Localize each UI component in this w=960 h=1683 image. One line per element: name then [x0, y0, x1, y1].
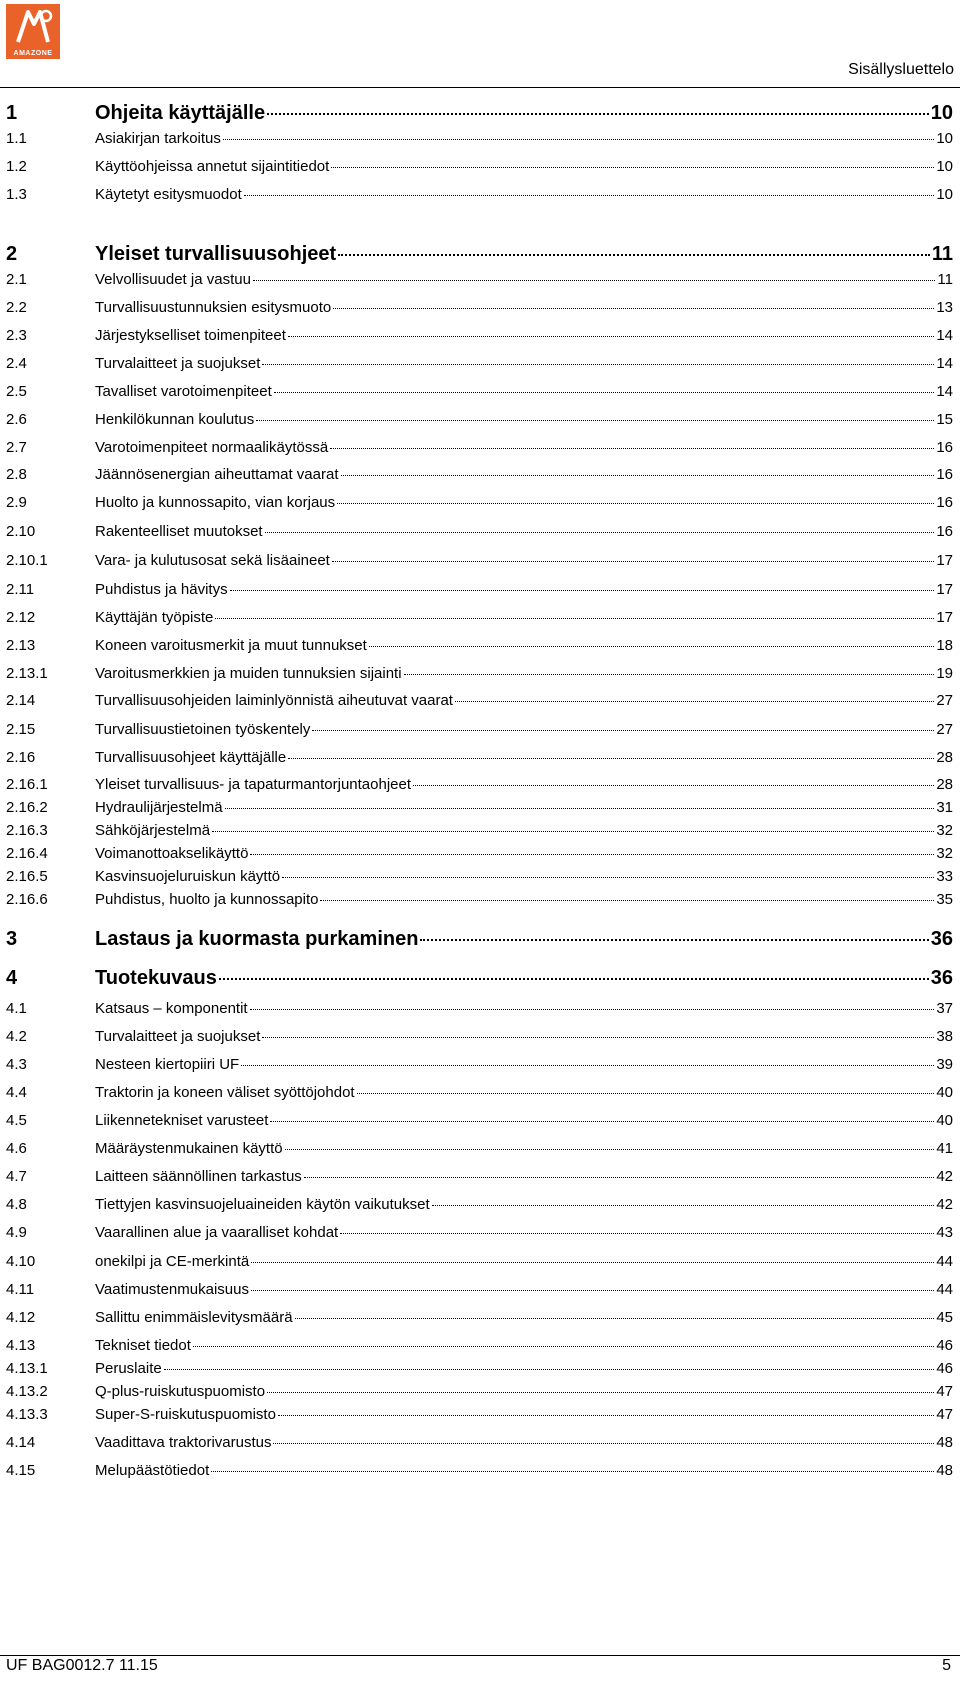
- toc-leader-dots: [223, 139, 934, 140]
- toc-entry-title: Nesteen kiertopiiri UF: [95, 1056, 240, 1073]
- toc-entry-title: Yleiset turvallisuus- ja tapaturmantorjuntaohjeet: [95, 776, 412, 793]
- toc-entry-number: 1.3: [6, 186, 27, 203]
- toc-entry[interactable]: [6, 1001, 953, 1016]
- toc-entry-title: Melupäästötiedot: [95, 1462, 210, 1479]
- toc-entry-title: Määräystenmukainen käyttö: [95, 1140, 283, 1157]
- toc-leader-dots: [267, 1392, 934, 1393]
- toc-entry-number: 1.2: [6, 158, 27, 175]
- toc-entry-number: 2.1: [6, 271, 27, 288]
- toc-entry[interactable]: [6, 693, 953, 708]
- toc-entry[interactable]: [6, 131, 953, 146]
- toc-entry[interactable]: [6, 467, 953, 482]
- toc-entry-page: 27: [936, 692, 953, 709]
- toc-entry-title: Vara- ja kulutusosat sekä lisäaineet: [95, 552, 330, 569]
- toc-entry-page: 15: [936, 411, 953, 428]
- toc-entry-title: Vaatimustenmukaisuus: [95, 1281, 249, 1298]
- toc-entry-page: 42: [936, 1168, 953, 1185]
- toc-entry-number: 2.16.4: [6, 845, 48, 862]
- toc-entry-title: Vaadittava traktorivarustus: [95, 1434, 272, 1451]
- toc-entry-page: 16: [936, 523, 953, 540]
- toc-leader-dots: [295, 1318, 935, 1319]
- toc-leader-dots: [251, 1262, 934, 1263]
- toc-entry-number: 4.8: [6, 1196, 27, 1213]
- toc-entry-number: 2.16.5: [6, 868, 48, 885]
- toc-entry-page: 41: [936, 1140, 953, 1157]
- toc-entry[interactable]: [6, 1254, 953, 1269]
- toc-entry[interactable]: [6, 1141, 953, 1156]
- toc-entry-page: 43: [936, 1224, 953, 1241]
- toc-entry[interactable]: [6, 1361, 953, 1376]
- toc-leader-dots: [215, 618, 934, 619]
- toc-leader-dots: [320, 900, 934, 901]
- toc-leader-dots: [225, 808, 935, 809]
- toc-leader-dots: [333, 308, 934, 309]
- toc-leader-dots: [420, 939, 928, 941]
- toc-entry-page: 37: [936, 1000, 953, 1017]
- toc-entry-title: Hydraulijärjestelmä: [95, 799, 223, 816]
- toc-entry-title: Turvalaitteet ja suojukset: [95, 1028, 261, 1045]
- toc-entry[interactable]: [6, 159, 953, 174]
- toc-entry-number: 4.11: [6, 1281, 35, 1298]
- toc-entry-number: 2.9: [6, 494, 27, 511]
- toc-leader-dots: [337, 503, 934, 504]
- toc-entry-page: 45: [936, 1309, 953, 1326]
- toc-entry[interactable]: [6, 1384, 953, 1399]
- toc-entry-page: 48: [936, 1462, 953, 1479]
- toc-leader-dots: [270, 1121, 934, 1122]
- footer-page-number: 5: [942, 1657, 951, 1674]
- toc-entry-page: 28: [936, 776, 953, 793]
- toc-leader-dots: [332, 561, 934, 562]
- toc-entry-page: 42: [936, 1196, 953, 1213]
- toc-entry[interactable]: [6, 1225, 953, 1240]
- toc-entry[interactable]: [6, 666, 953, 681]
- toc-entry-number: 2.14: [6, 692, 36, 709]
- toc-entry-page: 19: [936, 665, 953, 682]
- toc-leader-dots: [273, 1443, 934, 1444]
- toc-entry-page: 36: [930, 967, 953, 989]
- toc-entry-number: 2.13.1: [6, 665, 48, 682]
- toc-entry[interactable]: [6, 356, 953, 371]
- toc-entry-number: 4.3: [6, 1056, 27, 1073]
- toc-entry-number: 4: [6, 967, 18, 989]
- toc-entry-page: 14: [936, 383, 953, 400]
- toc-entry-page: 38: [936, 1028, 953, 1045]
- toc-entry[interactable]: [6, 1463, 953, 1478]
- toc-entry[interactable]: [6, 869, 953, 884]
- toc-entry[interactable]: [6, 823, 953, 838]
- toc-entry-page: 11: [937, 271, 953, 288]
- toc-leader-dots: [455, 701, 934, 702]
- toc-leader-dots: [256, 420, 934, 421]
- toc-leader-dots: [432, 1205, 935, 1206]
- toc-entry-number: 2.15: [6, 721, 36, 738]
- toc-leader-dots: [312, 730, 934, 731]
- toc-leader-dots: [369, 646, 935, 647]
- toc-entry-number: 4.13.2: [6, 1383, 48, 1400]
- toc-leader-dots: [330, 448, 934, 449]
- toc-entry-title: Katsaus – komponentit: [95, 1000, 248, 1017]
- toc-entry-page: 32: [936, 845, 953, 862]
- toc-entry-number: 4.13.1: [6, 1360, 48, 1377]
- toc-entry-title: Traktorin ja koneen väliset syöttöjohdot: [95, 1084, 355, 1101]
- toc-leader-dots: [338, 254, 930, 256]
- toc-leader-dots: [211, 1471, 934, 1472]
- toc-entry-title: Laitteen säännöllinen tarkastus: [95, 1168, 302, 1185]
- toc-entry[interactable]: [6, 1197, 953, 1212]
- toc-entry-page: 16: [936, 466, 953, 483]
- toc-entry-page: 16: [936, 494, 953, 511]
- toc-entry-page: 17: [936, 609, 953, 626]
- toc-leader-dots: [341, 475, 935, 476]
- toc-entry[interactable]: [6, 968, 953, 988]
- amazone-logo-icon: [6, 4, 60, 48]
- toc-entry-title: Varotoimenpiteet normaalikäytössä: [95, 439, 329, 456]
- toc-entry-number: 2.12: [6, 609, 36, 626]
- toc-leader-dots: [244, 195, 935, 196]
- toc-entry-number: 2: [6, 243, 18, 265]
- toc-entry-number: 4.13: [6, 1337, 36, 1354]
- toc-entry-number: 4.5: [6, 1112, 27, 1129]
- toc-entry-title: Turvallisuustietoinen työskentely: [95, 721, 311, 738]
- toc-entry[interactable]: [6, 846, 953, 861]
- toc-entry-number: 4.10: [6, 1253, 36, 1270]
- toc-entry-page: 10: [936, 130, 953, 147]
- toc-entry[interactable]: [6, 582, 953, 597]
- toc-leader-dots: [241, 1065, 934, 1066]
- toc-leader-dots: [253, 280, 935, 281]
- toc-entry-title: Tuotekuvaus: [95, 967, 217, 989]
- toc-entry[interactable]: [6, 1338, 953, 1353]
- toc-entry-title: Peruslaite: [95, 1360, 162, 1377]
- toc-entry[interactable]: [6, 610, 953, 625]
- toc-entry-page: 40: [936, 1084, 953, 1101]
- toc-entry-title: Koneen varoitusmerkit ja muut tunnukset: [95, 637, 367, 654]
- toc-leader-dots: [288, 336, 934, 337]
- toc-entry[interactable]: [6, 1282, 953, 1297]
- footer-doc-id: UF BAG0012.7 11.15: [6, 1657, 158, 1674]
- toc-leader-dots: [230, 590, 935, 591]
- toc-entry[interactable]: [6, 412, 953, 427]
- toc-entry[interactable]: [6, 553, 953, 568]
- toc-entry-title: Käyttäjän työpiste: [95, 609, 214, 626]
- toc-leader-dots: [265, 532, 935, 533]
- toc-entry[interactable]: [6, 1435, 953, 1450]
- toc-entry-page: 17: [936, 581, 953, 598]
- toc-entry-number: 2.5: [6, 383, 27, 400]
- toc-leader-dots: [274, 392, 935, 393]
- toc-entry[interactable]: [6, 187, 953, 202]
- toc-leader-dots: [331, 167, 934, 168]
- toc-entry[interactable]: [6, 892, 953, 907]
- toc-entry-number: 2.16.3: [6, 822, 48, 839]
- toc-entry-page: 10: [936, 186, 953, 203]
- toc-entry-title: Vaarallinen alue ja vaaralliset kohdat: [95, 1224, 339, 1241]
- toc-entry-page: 18: [936, 637, 953, 654]
- toc-entry-page: 44: [936, 1281, 953, 1298]
- header-divider: [0, 87, 960, 88]
- toc-entry-page: 17: [936, 552, 953, 569]
- toc-entry-number: 2.7: [6, 439, 27, 456]
- toc-entry-number: 4.15: [6, 1462, 36, 1479]
- toc-entry[interactable]: [6, 722, 953, 737]
- toc-entry-page: 46: [936, 1337, 953, 1354]
- toc-entry-page: 32: [936, 822, 953, 839]
- toc-entry-number: 1: [6, 102, 18, 124]
- toc-leader-dots: [404, 674, 935, 675]
- toc-entry[interactable]: [6, 328, 953, 343]
- toc-entry-title: Q-plus-ruiskutuspuomisto: [95, 1383, 266, 1400]
- toc-entry[interactable]: [6, 1310, 953, 1325]
- toc-entry[interactable]: [6, 1169, 953, 1184]
- toc-entry[interactable]: [6, 495, 953, 510]
- toc-entry-page: 11: [931, 243, 953, 265]
- toc-entry[interactable]: [6, 1057, 953, 1072]
- toc-entry-page: 47: [936, 1383, 953, 1400]
- toc-entry-title: Voimanottoakselikäyttö: [95, 845, 249, 862]
- toc-entry-title: Turvallisuustunnuksien esitysmuoto: [95, 299, 332, 316]
- toc-entry-number: 2.8: [6, 466, 27, 483]
- toc-leader-dots: [262, 364, 934, 365]
- toc-entry-page: 33: [936, 868, 953, 885]
- toc-entry-title: Jäännösenergian aiheuttamat vaarat: [95, 466, 339, 483]
- toc-leader-dots: [288, 758, 934, 759]
- toc-entry-number: 4.12: [6, 1309, 36, 1326]
- toc-entry-title: Yleiset turvallisuusohjeet: [95, 243, 337, 265]
- toc-entry-number: 2.11: [6, 581, 35, 598]
- toc-entry[interactable]: [6, 1407, 953, 1422]
- toc-entry-title: Varoitusmerkkien ja muiden tunnuksien sijainti: [95, 665, 402, 682]
- toc-entry-number: 1.1: [6, 130, 27, 147]
- logo-text: AMAZONE: [13, 50, 53, 57]
- toc-entry-number: 2.2: [6, 299, 27, 316]
- toc-entry[interactable]: [6, 384, 953, 399]
- toc-entry[interactable]: [6, 272, 953, 287]
- toc-entry-title: Käyttöohjeissa annetut sijaintitiedot: [95, 158, 330, 175]
- toc-entry-number: 4.7: [6, 1168, 27, 1185]
- toc-entry-number: 2.4: [6, 355, 27, 372]
- toc-entry-title: Puhdistus ja hävitys: [95, 581, 228, 598]
- toc-entry-page: 46: [936, 1360, 953, 1377]
- toc-leader-dots: [413, 785, 934, 786]
- toc-entry-page: 13: [936, 299, 953, 316]
- toc-entry-title: Ohjeita käyttäjälle: [95, 102, 266, 124]
- toc-entry-title: Turvalaitteet ja suojukset: [95, 355, 261, 372]
- toc-entry-number: 4.9: [6, 1224, 27, 1241]
- toc-leader-dots: [219, 978, 929, 980]
- toc-entry[interactable]: [6, 440, 953, 455]
- toc-entry-title: Liikennetekniset varusteet: [95, 1112, 269, 1129]
- toc-entry[interactable]: [6, 1085, 953, 1100]
- toc-entry-title: Henkilökunnan koulutus: [95, 411, 255, 428]
- toc-leader-dots: [267, 113, 929, 115]
- toc-entry-title: Sähköjärjestelmä: [95, 822, 211, 839]
- toc-leader-dots: [278, 1415, 934, 1416]
- toc-leader-dots: [212, 831, 934, 832]
- toc-entry[interactable]: [6, 524, 953, 539]
- toc-entry[interactable]: [6, 1113, 953, 1128]
- toc-entry-title: Turvallisuusohjeiden laiminlyönnistä aiheutuvat vaarat: [95, 692, 453, 709]
- toc-leader-dots: [193, 1346, 934, 1347]
- toc-entry-number: 2.13: [6, 637, 36, 654]
- toc-leader-dots: [357, 1093, 935, 1094]
- toc-leader-dots: [251, 1290, 934, 1291]
- toc-entry-title: Super-S-ruiskutuspuomisto: [95, 1406, 276, 1423]
- toc-entry-number: 4.1: [6, 1000, 27, 1017]
- toc-entry-number: 4.4: [6, 1084, 27, 1101]
- toc-entry-title: Sallittu enimmäislevitysmäärä: [95, 1309, 293, 1326]
- toc-entry-page: 36: [930, 928, 953, 950]
- section-title: Sisällysluettelo: [848, 61, 954, 78]
- toc-entry[interactable]: [6, 638, 953, 653]
- toc-entry-title: Velvollisuudet ja vastuu: [95, 271, 251, 288]
- toc-entry-number: 2.16.2: [6, 799, 48, 816]
- toc-entry-title: Järjestykselliset toimenpiteet: [95, 327, 286, 344]
- amazone-logo: [6, 4, 60, 59]
- toc-entry[interactable]: [6, 1029, 953, 1044]
- toc-entry-page: 14: [936, 355, 953, 372]
- toc-entry-number: 2.16: [6, 749, 36, 766]
- toc-entry-page: 16: [936, 439, 953, 456]
- toc-entry-title: Tavalliset varotoimenpiteet: [95, 383, 272, 400]
- toc-entry-page: 28: [936, 749, 953, 766]
- toc-entry-number: 2.10: [6, 523, 36, 540]
- toc-entry-page: 47: [936, 1406, 953, 1423]
- toc-entry[interactable]: [6, 777, 953, 792]
- toc-entry[interactable]: [6, 800, 953, 815]
- toc-entry[interactable]: [6, 929, 953, 949]
- toc-leader-dots: [262, 1037, 934, 1038]
- toc-entry-page: 10: [930, 102, 953, 124]
- toc-entry-title: Kasvinsuojeluruiskun käyttö: [95, 868, 281, 885]
- toc-entry-title: Tekniset tiedot: [95, 1337, 191, 1354]
- toc-leader-dots: [250, 854, 934, 855]
- toc-entry-number: 4.14: [6, 1434, 36, 1451]
- toc-entry-number: 4.2: [6, 1028, 27, 1045]
- toc-entry-page: 48: [936, 1434, 953, 1451]
- toc-entry-title: Tiettyjen kasvinsuojeluaineiden käytön vaikutukset: [95, 1196, 430, 1213]
- toc-entry-page: 39: [936, 1056, 953, 1073]
- toc-entry-number: 2.16.6: [6, 891, 48, 908]
- toc-entry-page: 31: [936, 799, 953, 816]
- toc-leader-dots: [285, 1149, 935, 1150]
- toc-entry[interactable]: [6, 103, 953, 123]
- toc-leader-dots: [340, 1233, 934, 1234]
- toc-entry-title: Rakenteelliset muutokset: [95, 523, 263, 540]
- toc-entry-number: 2.3: [6, 327, 27, 344]
- toc-entry[interactable]: [6, 300, 953, 315]
- toc-entry-number: 2.10.1: [6, 552, 48, 569]
- toc-leader-dots: [282, 877, 934, 878]
- footer-divider: [0, 1655, 960, 1656]
- toc-entry-number: 3: [6, 928, 18, 950]
- toc-leader-dots: [164, 1369, 935, 1370]
- toc-entry-page: 10: [936, 158, 953, 175]
- toc-entry-title: Huolto ja kunnossapito, vian korjaus: [95, 494, 336, 511]
- toc-entry-title: Lastaus ja kuormasta purkaminen: [95, 928, 419, 950]
- toc-entry-number: 2.6: [6, 411, 27, 428]
- toc-entry-page: 35: [936, 891, 953, 908]
- toc-leader-dots: [250, 1009, 935, 1010]
- toc-entry-title: Turvallisuusohjeet käyttäjälle: [95, 749, 287, 766]
- toc-entry[interactable]: [6, 750, 953, 765]
- toc-entry-title: onekilpi ja CE-merkintä: [95, 1253, 250, 1270]
- toc-entry-page: 27: [936, 721, 953, 738]
- toc-entry-title: Asiakirjan tarkoitus: [95, 130, 221, 147]
- toc-entry-number: 4.6: [6, 1140, 27, 1157]
- toc-entry-page: 40: [936, 1112, 953, 1129]
- toc-leader-dots: [304, 1177, 935, 1178]
- toc-entry-number: 2.16.1: [6, 776, 48, 793]
- toc-entry-title: Puhdistus, huolto ja kunnossapito: [95, 891, 319, 908]
- toc-entry[interactable]: [6, 244, 953, 264]
- toc-entry-title: Käytetyt esitysmuodot: [95, 186, 242, 203]
- toc-entry-number: 4.13.3: [6, 1406, 48, 1423]
- toc-entry-page: 44: [936, 1253, 953, 1270]
- toc-entry-page: 14: [936, 327, 953, 344]
